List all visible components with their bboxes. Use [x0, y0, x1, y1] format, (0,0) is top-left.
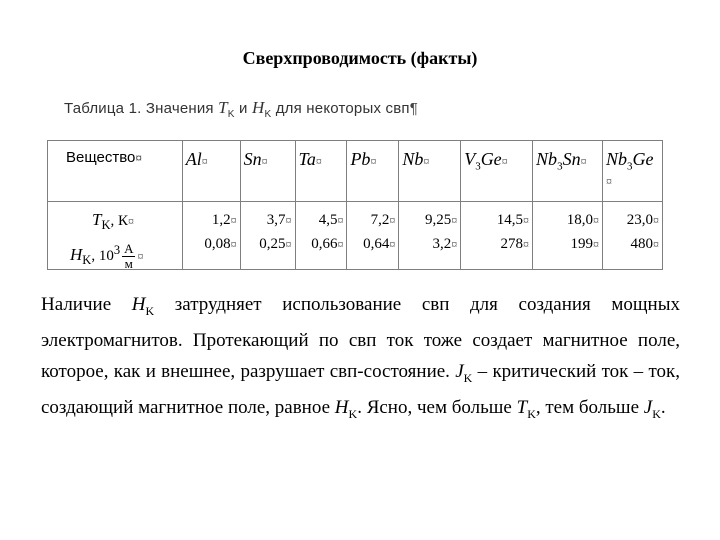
element-cell	[240, 141, 295, 202]
value-cell	[399, 202, 461, 270]
unit-fraction	[122, 242, 135, 271]
header-label: Вещество	[66, 149, 136, 166]
tk-value: 18,0	[566, 212, 593, 228]
jk-letter: J	[643, 397, 653, 419]
cell-mark: ¤	[137, 248, 144, 263]
hk-value: 480	[630, 236, 653, 252]
cell-mark: ¤	[451, 213, 458, 227]
cell-mark: ¤	[451, 237, 458, 251]
element-cell	[182, 141, 240, 202]
caption-prefix: Таблица 1. Значения	[64, 100, 219, 117]
hk-value: 278	[500, 236, 524, 252]
element-name: Nb	[402, 149, 424, 169]
element-name-v3ge: $V_3Ge$	[464, 149, 502, 173]
cell-mark: ¤	[580, 154, 587, 168]
hk-value: 0,25	[259, 236, 286, 252]
value-cell	[295, 202, 347, 270]
tk-sub: K	[527, 406, 536, 421]
table-data-row	[48, 202, 663, 270]
hk-letter: H	[131, 294, 146, 315]
tk-value: 9,25	[424, 212, 452, 228]
cell-mark: ¤	[261, 154, 268, 168]
caption-suffix: для некоторых свп	[271, 100, 410, 117]
unit-denominator: м	[124, 256, 133, 271]
caption-hk-sub: K	[264, 109, 272, 120]
jk-symbol	[455, 360, 473, 385]
tk-value: 14,5	[496, 212, 524, 228]
cell-mark: ¤	[337, 237, 344, 251]
superconductor-table	[47, 140, 663, 270]
element-name-nb3sn: $Nb_3Sn$	[536, 149, 581, 173]
value-cell	[182, 202, 240, 270]
para-text: .	[660, 397, 666, 419]
para-text: , тем больше	[535, 397, 644, 419]
element-cell	[602, 141, 662, 202]
hk-exp: 3	[113, 242, 121, 257]
cell-mark: ¤	[523, 237, 530, 251]
element-cell	[295, 141, 347, 202]
cell-mark: ¤	[592, 237, 599, 251]
element-cell	[399, 141, 461, 202]
unit-numerator: А	[124, 241, 134, 256]
table-header-row	[48, 141, 663, 202]
hk-sub: K	[145, 303, 155, 318]
header-label-cell	[48, 141, 183, 202]
hk-value: 0,64	[363, 236, 390, 252]
cell-mark: ¤	[523, 213, 530, 227]
element-cell	[461, 141, 533, 202]
cell-mark: ¤	[230, 213, 237, 227]
cell-mark: ¤	[315, 154, 322, 168]
caption-and: и	[234, 100, 252, 117]
cell-mark: ¤	[285, 237, 292, 251]
tk-value: 23,0	[626, 212, 653, 228]
cell-mark: ¤	[592, 213, 599, 227]
para-text: Наличие	[41, 294, 132, 315]
body-paragraph	[41, 290, 680, 429]
row-labels-cell	[48, 202, 183, 270]
element-cell	[533, 141, 603, 202]
value-cell	[602, 202, 662, 270]
caption-hk-symbol: H	[251, 98, 265, 117]
element-name: Ta	[298, 149, 316, 169]
cell-mark: ¤	[423, 154, 430, 168]
jk-symbol	[643, 397, 661, 421]
hk-symbol: H	[70, 244, 83, 264]
cell-mark: ¤	[389, 237, 396, 251]
hk-value: 0,08	[204, 236, 231, 252]
tk-value: 4,5	[318, 212, 338, 228]
tk-symbol	[516, 397, 536, 421]
slide-title: Сверхпроводимость (факты)	[242, 48, 478, 68]
jk-sub: K	[652, 406, 661, 421]
hk-value: 0,66	[311, 236, 338, 252]
value-cell	[240, 202, 295, 270]
cell-mark: ¤	[201, 154, 208, 168]
element-name-nb3ge: $Nb_3Ge$	[605, 149, 654, 173]
hk-factor: , 10	[91, 247, 114, 264]
cell-mark: ¤	[605, 173, 612, 188]
tk-value: 3,7	[266, 212, 286, 228]
hk-symbol	[131, 294, 155, 318]
hk-value: 199	[570, 236, 593, 252]
cell-mark: ¤	[285, 213, 292, 227]
pilcrow-mark: ¶	[409, 100, 418, 117]
cell-mark: ¤	[337, 213, 344, 227]
hk-value: 3,2	[432, 236, 452, 252]
cell-mark: ¤	[653, 213, 659, 227]
tk-symbol: T	[92, 210, 102, 229]
cell-mark: ¤	[135, 151, 143, 165]
element-cell	[347, 141, 399, 202]
tk-sub: K	[101, 218, 111, 232]
caption-tk-sub: K	[227, 109, 235, 120]
cell-mark: ¤	[653, 237, 659, 251]
tk-value: 1,2	[211, 212, 231, 228]
cell-mark: ¤	[389, 213, 396, 227]
cell-mark: ¤	[501, 154, 508, 168]
hk-sub: K	[82, 252, 92, 267]
element-name: Pb	[350, 149, 371, 169]
tk-letter: T	[516, 397, 528, 419]
value-cell	[347, 202, 399, 270]
element-name: Al	[185, 149, 202, 169]
para-text: . Ясно, чем больше	[357, 397, 517, 419]
hk-row-label	[70, 242, 143, 271]
value-cell	[533, 202, 603, 270]
tk-row-label	[92, 210, 134, 233]
tk-unit: , К	[110, 213, 129, 229]
caption-tk-symbol: T	[218, 98, 228, 117]
cell-mark: ¤	[230, 237, 237, 251]
element-name: Sn	[243, 149, 262, 169]
tk-value: 7,2	[370, 212, 390, 228]
hk-letter: H	[334, 397, 349, 419]
para-text: – критический ток – ток, создающий магнитное поле, равное	[41, 360, 680, 419]
jk-sub: K	[463, 370, 473, 385]
value-cell	[461, 202, 533, 270]
cell-mark: ¤	[370, 154, 377, 168]
hk-sub: K	[348, 406, 358, 421]
para-text: затрудняет использование свп для создания мощных электромагнитов. Протекающий по свп ток тоже создает магнитное поле, которое, как и внешнее, разрушает свп-состояние.	[41, 294, 680, 382]
table-caption	[64, 98, 418, 120]
jk-letter: J	[455, 360, 464, 382]
cell-mark: ¤	[128, 214, 135, 228]
hk-symbol	[334, 397, 358, 421]
